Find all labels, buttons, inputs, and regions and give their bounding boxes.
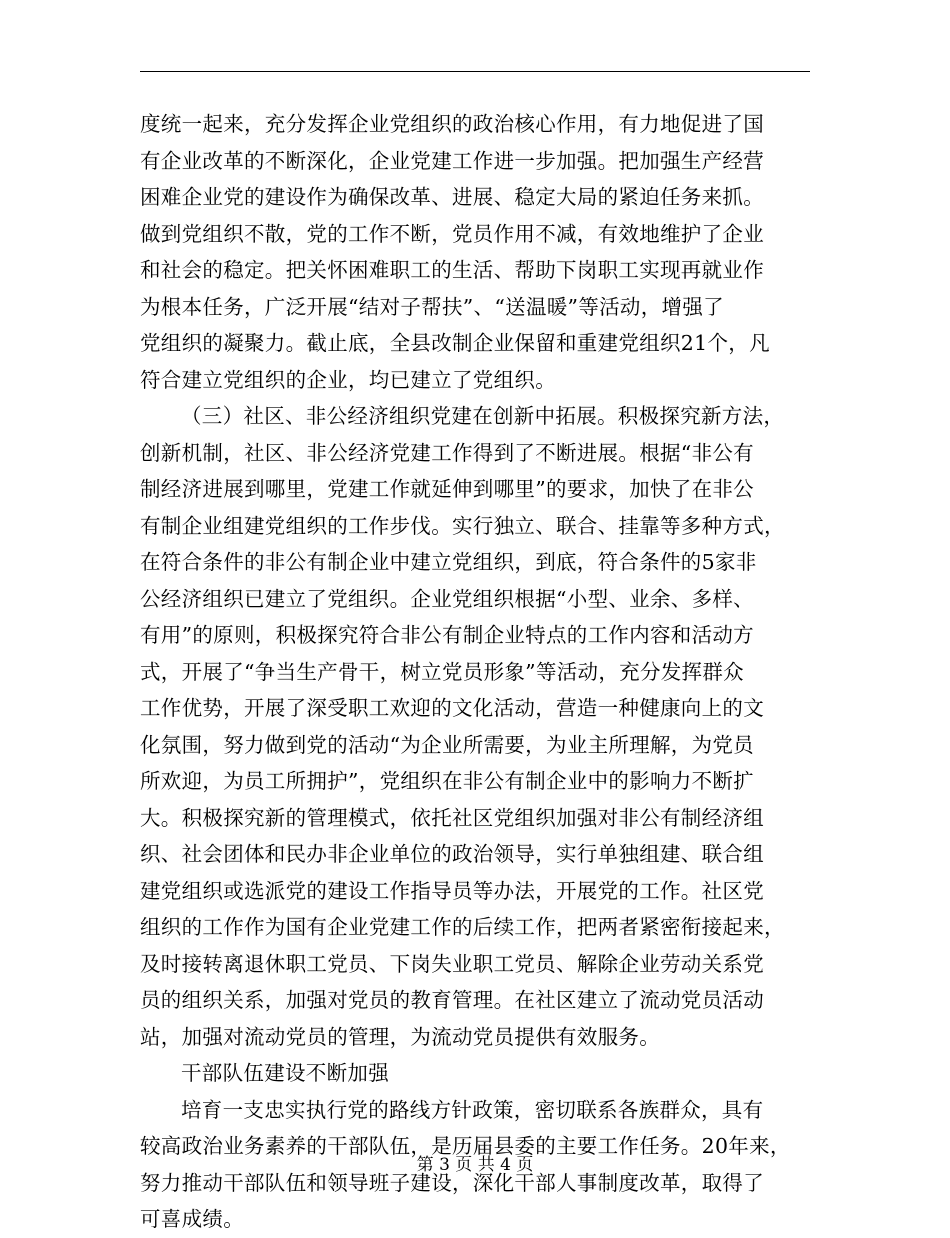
text-line: 在符合条件的非公有制企业中建立党组织，到底，符合条件的5家非 <box>140 550 757 574</box>
text-line: 为根本任务，广泛开展“结对子帮扶”、“送温暖”等活动，增强了 <box>140 294 724 319</box>
text-line: 符合建立党组织的企业，均已建立了党组织。 <box>140 367 556 392</box>
text-line: 织、社会团体和民办非企业单位的政治领导，实行单独组建、联合组 <box>140 842 764 866</box>
text-line: 建党组织或选派党的建设工作指导员等办法，开展党的工作。社区党 <box>140 878 764 903</box>
section-heading-line: （三）社区、非公经济组织党建在创新中拓展。积极探究新方法， <box>181 404 785 428</box>
text-line: 党组织的凝聚力。截止底，全县改制企业保留和重建党组织21个，凡 <box>140 331 770 355</box>
text-line: 创新机制，社区、非公经济党建工作得到了不断进展。根据“非公有 <box>140 440 754 465</box>
text-line: 努力推动干部队伍和领导班子建设，深化干部人事制度改革，取得了 <box>140 1170 764 1195</box>
section-heading-line: 干部队伍建设不断加强 <box>181 1061 389 1085</box>
text-line: 所欢迎，为员工所拥护”，党组织在非公有制企业中的影响力不断扩 <box>140 769 754 793</box>
text-line: 式，开展了“争当生产骨干，树立党员形象”等活动，充分发挥群众 <box>140 659 744 684</box>
text-line: 公经济组织已建立了党组织。企业党组织根据“小型、业余、多样、 <box>140 586 754 611</box>
paragraph-first-line: 培育一支忠实执行党的路线方针政策，密切联系各族群众，具有 <box>181 1097 764 1122</box>
text-line: 员的组织关系，加强对党员的教育管理。在社区建立了流动党员活动 <box>140 988 764 1012</box>
document-body <box>140 106 812 1238</box>
text-line: 有用”的原则，积极探究符合非公有制企业特点的工作内容和活动方 <box>140 623 754 647</box>
text-line: 和社会的稳定。把关怀困难职工的生活、帮助下岗职工实现再就业作 <box>140 258 764 282</box>
text-line: 及时接转离退休职工党员、下岗失业职工党员、解除企业劳动关系党 <box>140 951 764 976</box>
text-line: 制经济进展到哪里，党建工作就延伸到哪里”的要求，加快了在非公 <box>140 477 754 501</box>
text-line: 困难企业党的建设作为确保改革、进展、稳定大局的紧迫任务来抓。 <box>140 185 764 209</box>
text-line: 有制企业组建党组织的工作步伐。实行独立、联合、挂靠等多种方式， <box>140 513 785 538</box>
text-line: 可喜成绩。 <box>140 1207 244 1231</box>
text-line: 站，加强对流动党员的管理，为流动党员提供有效服务。 <box>140 1024 660 1049</box>
text-line: 大。积极探究新的管理模式，依托社区党组织加强对非公有制经济组 <box>140 805 764 830</box>
header-rule <box>140 71 810 72</box>
text-line: 较高政治业务素养的干部队伍，是历届县委的主要工作任务。20年来， <box>140 1134 791 1158</box>
text-line: 化氛围，努力做到党的活动“为企业所需要，为业主所理解，为党员 <box>140 732 754 757</box>
text-line: 组织的工作作为国有企业党建工作的后续工作，把两者紧密衔接起来， <box>140 915 785 939</box>
text-line: 工作优势，开展了深受职工欢迎的文化活动，营造一种健康向上的文 <box>140 696 764 720</box>
text-line: 有企业改革的不断深化，企业党建工作进一步加强。把加强生产经营 <box>140 148 764 173</box>
text-line: 度统一起来，充分发挥企业党组织的政治核心作用，有力地促进了国 <box>140 112 764 136</box>
page-number-footer: 第 3 页 共 4 页 <box>416 1155 534 1175</box>
text-line: 做到党组织不散，党的工作不断，党员作用不减，有效地维护了企业 <box>140 221 764 246</box>
